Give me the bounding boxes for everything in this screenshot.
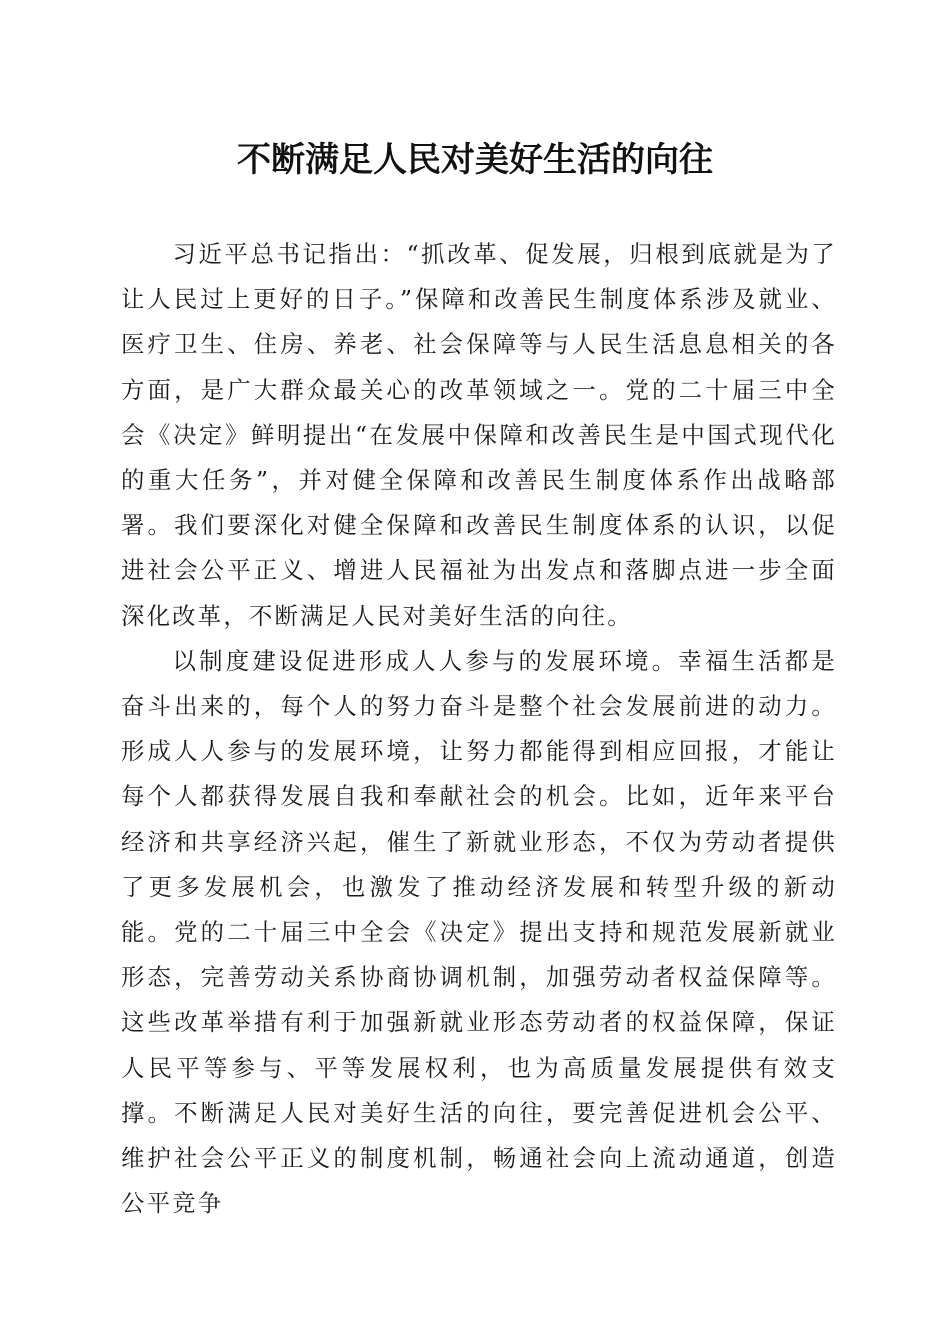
document-title: 不断满足人民对美好生活的向往	[237, 140, 713, 180]
paragraph-1: 习近平总书记指出：“抓改革、促发展，归根到底就是为了让人民过上更好的日子。”保障和改善民生制度体系涉及就业、医疗卫生、住房、养老、社会保障等与人民生活息息相关的各方面，是广大群众最关心的改革领域之一。党的二十届三中全会《决定》鲜明提出“在发展中保障和改善民生是中国式现代化的重大任务”，并对健全保障和改善民生制度体系作出战略部署。我们要深化对健全保障和改善民生制度体系的认识，以促进社会公平正义、增进人民福祉为出发点和落脚点进一步全面深化改革，不断满足人民对美好生活的向往。	[121, 240, 837, 630]
document-body	[121, 232, 837, 1226]
paragraph-2: 以制度建设促进形成人人参与的发展环境。幸福生活都是奋斗出来的，每个人的努力奋斗是整个社会发展前进的动力。形成人人参与的发展环境，让努力都能得到相应回报，才能让每个人都获得发展自我和奉献社会的机会。比如，近年来平台经济和共享经济兴起，催生了新就业形态，不仅为劳动者提供了更多发展机会，也激发了推动经济发展和转型升级的新动能。党的二十届三中全会《决定》提出支持和规范发展新就业形态，完善劳动关系协商协调机制，加强劳动者权益保障等。这些改革举措有利于加强新就业形态劳动者的权益保障，保证人民平等参与、平等发展权利，也为高质量发展提供有效支撑。不断满足人民对美好生活的向往，要完善促进机会公平、维护社会公平正义的制度机制，畅通社会向上流动通道，创造公平竞争	[121, 646, 837, 1218]
